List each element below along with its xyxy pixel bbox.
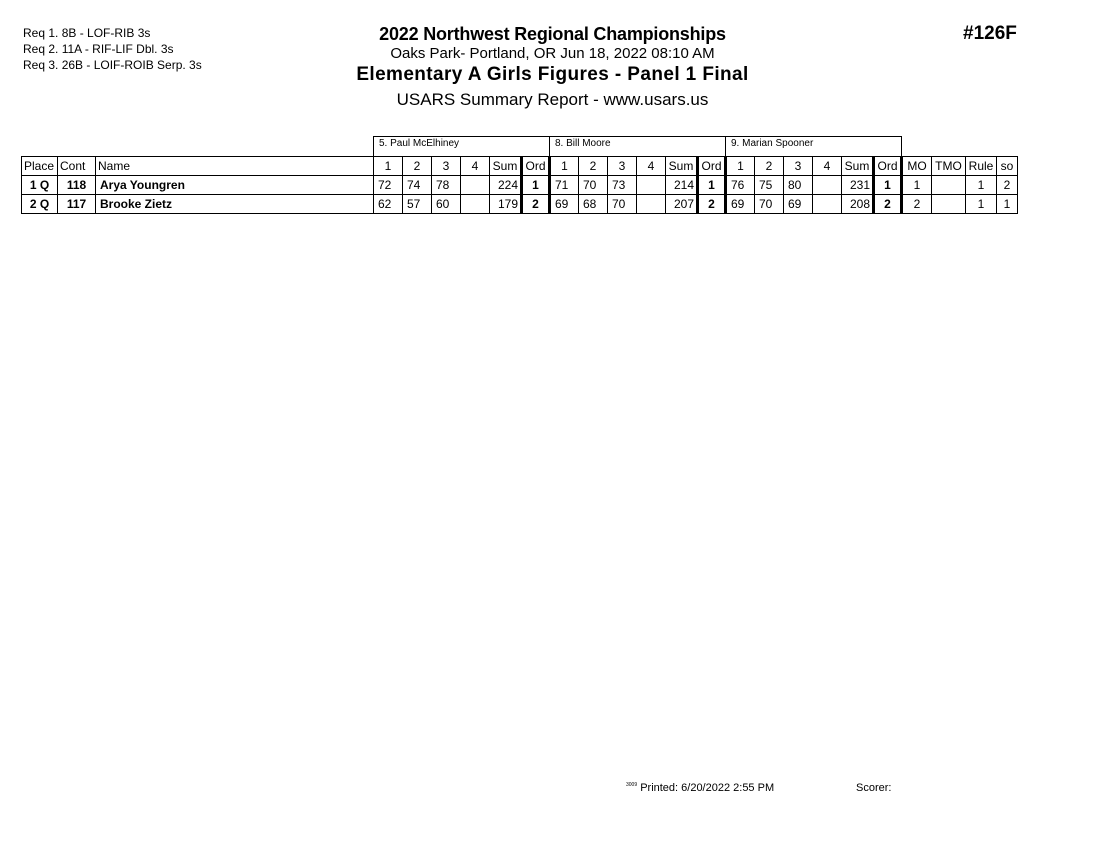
sum-cell: 231 [842, 176, 874, 195]
skater-name: Arya Youngren [96, 176, 374, 195]
score-cell [461, 195, 490, 214]
score-cell: 69 [550, 195, 579, 214]
score-cell [637, 176, 666, 195]
score-cell: 75 [755, 176, 784, 195]
col-mo: MO [902, 157, 932, 176]
place-cell: 2 Q [22, 195, 58, 214]
ord-cell: 1 [522, 176, 550, 195]
ord-cell: 2 [698, 195, 726, 214]
cont-cell: 118 [58, 176, 96, 195]
print-mark: 3009 [626, 782, 638, 788]
report-subtitle: USARS Summary Report - www.usars.us [396, 90, 709, 109]
sum-cell: 179 [490, 195, 522, 214]
col-so: so [997, 157, 1018, 176]
col-ord: Ord [698, 157, 726, 176]
score-cell: 76 [726, 176, 755, 195]
col-score-4: 4 [461, 157, 490, 176]
col-score-2: 2 [579, 157, 608, 176]
col-score-1: 1 [726, 157, 755, 176]
ord-cell: 2 [874, 195, 902, 214]
so-cell: 2 [997, 176, 1018, 195]
sum-cell: 214 [666, 176, 698, 195]
col-score-4: 4 [637, 157, 666, 176]
score-cell: 62 [374, 195, 403, 214]
judge-name: 9. Marian Spooner [726, 137, 902, 157]
table-row [22, 176, 1018, 195]
tmo-cell [932, 176, 966, 195]
score-cell: 80 [784, 176, 813, 195]
col-sum: Sum [842, 157, 874, 176]
report-header [300, 22, 805, 112]
score-cell: 72 [374, 176, 403, 195]
sum-cell: 208 [842, 195, 874, 214]
judge-name: 5. Paul McElhiney [374, 137, 550, 157]
sum-cell: 224 [490, 176, 522, 195]
score-cell [461, 176, 490, 195]
score-cell: 70 [608, 195, 637, 214]
score-cell: 68 [579, 195, 608, 214]
score-cell: 69 [726, 195, 755, 214]
rule-cell: 1 [966, 176, 997, 195]
printed-info [626, 782, 774, 794]
place-cell: 1 Q [22, 176, 58, 195]
mo-cell: 1 [902, 176, 932, 195]
competition-title: 2022 Northwest Regional Championships [379, 24, 726, 44]
tmo-cell [932, 195, 966, 214]
rule-cell: 1 [966, 195, 997, 214]
judge-name: 8. Bill Moore [550, 137, 726, 157]
col-score-3: 3 [432, 157, 461, 176]
score-cell [813, 176, 842, 195]
score-cell: 70 [579, 176, 608, 195]
col-cont: Cont [58, 157, 96, 176]
column-header-row [22, 157, 1018, 176]
requirement-item: Req 2. 11A - RIF-LIF Dbl. 3s [23, 42, 174, 56]
col-tmo: TMO [932, 157, 966, 176]
mo-cell: 2 [902, 195, 932, 214]
scorer-label: Scorer: [856, 782, 892, 794]
col-score-1: 1 [550, 157, 579, 176]
requirement-item: Req 3. 26B - LOIF-ROIB Serp. 3s [23, 58, 202, 72]
results-table [21, 136, 1018, 214]
cont-cell: 117 [58, 195, 96, 214]
sum-cell: 207 [666, 195, 698, 214]
ord-cell: 1 [874, 176, 902, 195]
col-place: Place [22, 157, 58, 176]
requirement-item: Req 1. 8B - LOF-RIB 3s [23, 26, 151, 40]
col-score-3: 3 [608, 157, 637, 176]
score-cell: 70 [755, 195, 784, 214]
col-ord: Ord [874, 157, 902, 176]
score-cell: 60 [432, 195, 461, 214]
score-cell: 78 [432, 176, 461, 195]
table-row [22, 195, 1018, 214]
score-cell: 69 [784, 195, 813, 214]
location-date: Oaks Park- Portland, OR Jun 18, 2022 08:10 AM [390, 45, 715, 62]
skater-name: Brooke Zietz [96, 195, 374, 214]
score-cell: 57 [403, 195, 432, 214]
score-cell: 74 [403, 176, 432, 195]
col-name: Name [96, 157, 374, 176]
ord-cell: 1 [698, 176, 726, 195]
col-ord: Ord [522, 157, 550, 176]
col-score-2: 2 [755, 157, 784, 176]
score-cell: 71 [550, 176, 579, 195]
col-score-3: 3 [784, 157, 813, 176]
col-score-4: 4 [813, 157, 842, 176]
so-cell: 1 [997, 195, 1018, 214]
score-cell [637, 195, 666, 214]
col-score-2: 2 [403, 157, 432, 176]
score-cell: 73 [608, 176, 637, 195]
col-rule: Rule [966, 157, 997, 176]
event-title: Elementary A Girls Figures - Panel 1 Final [356, 64, 749, 85]
judge-header-row [22, 137, 1018, 157]
requirements-list [23, 25, 202, 73]
event-number: #126F [963, 23, 1017, 44]
col-score-1: 1 [374, 157, 403, 176]
score-cell [813, 195, 842, 214]
col-sum: Sum [490, 157, 522, 176]
printed-timestamp: Printed: 6/20/2022 2:55 PM [640, 782, 775, 794]
col-sum: Sum [666, 157, 698, 176]
ord-cell: 2 [522, 195, 550, 214]
